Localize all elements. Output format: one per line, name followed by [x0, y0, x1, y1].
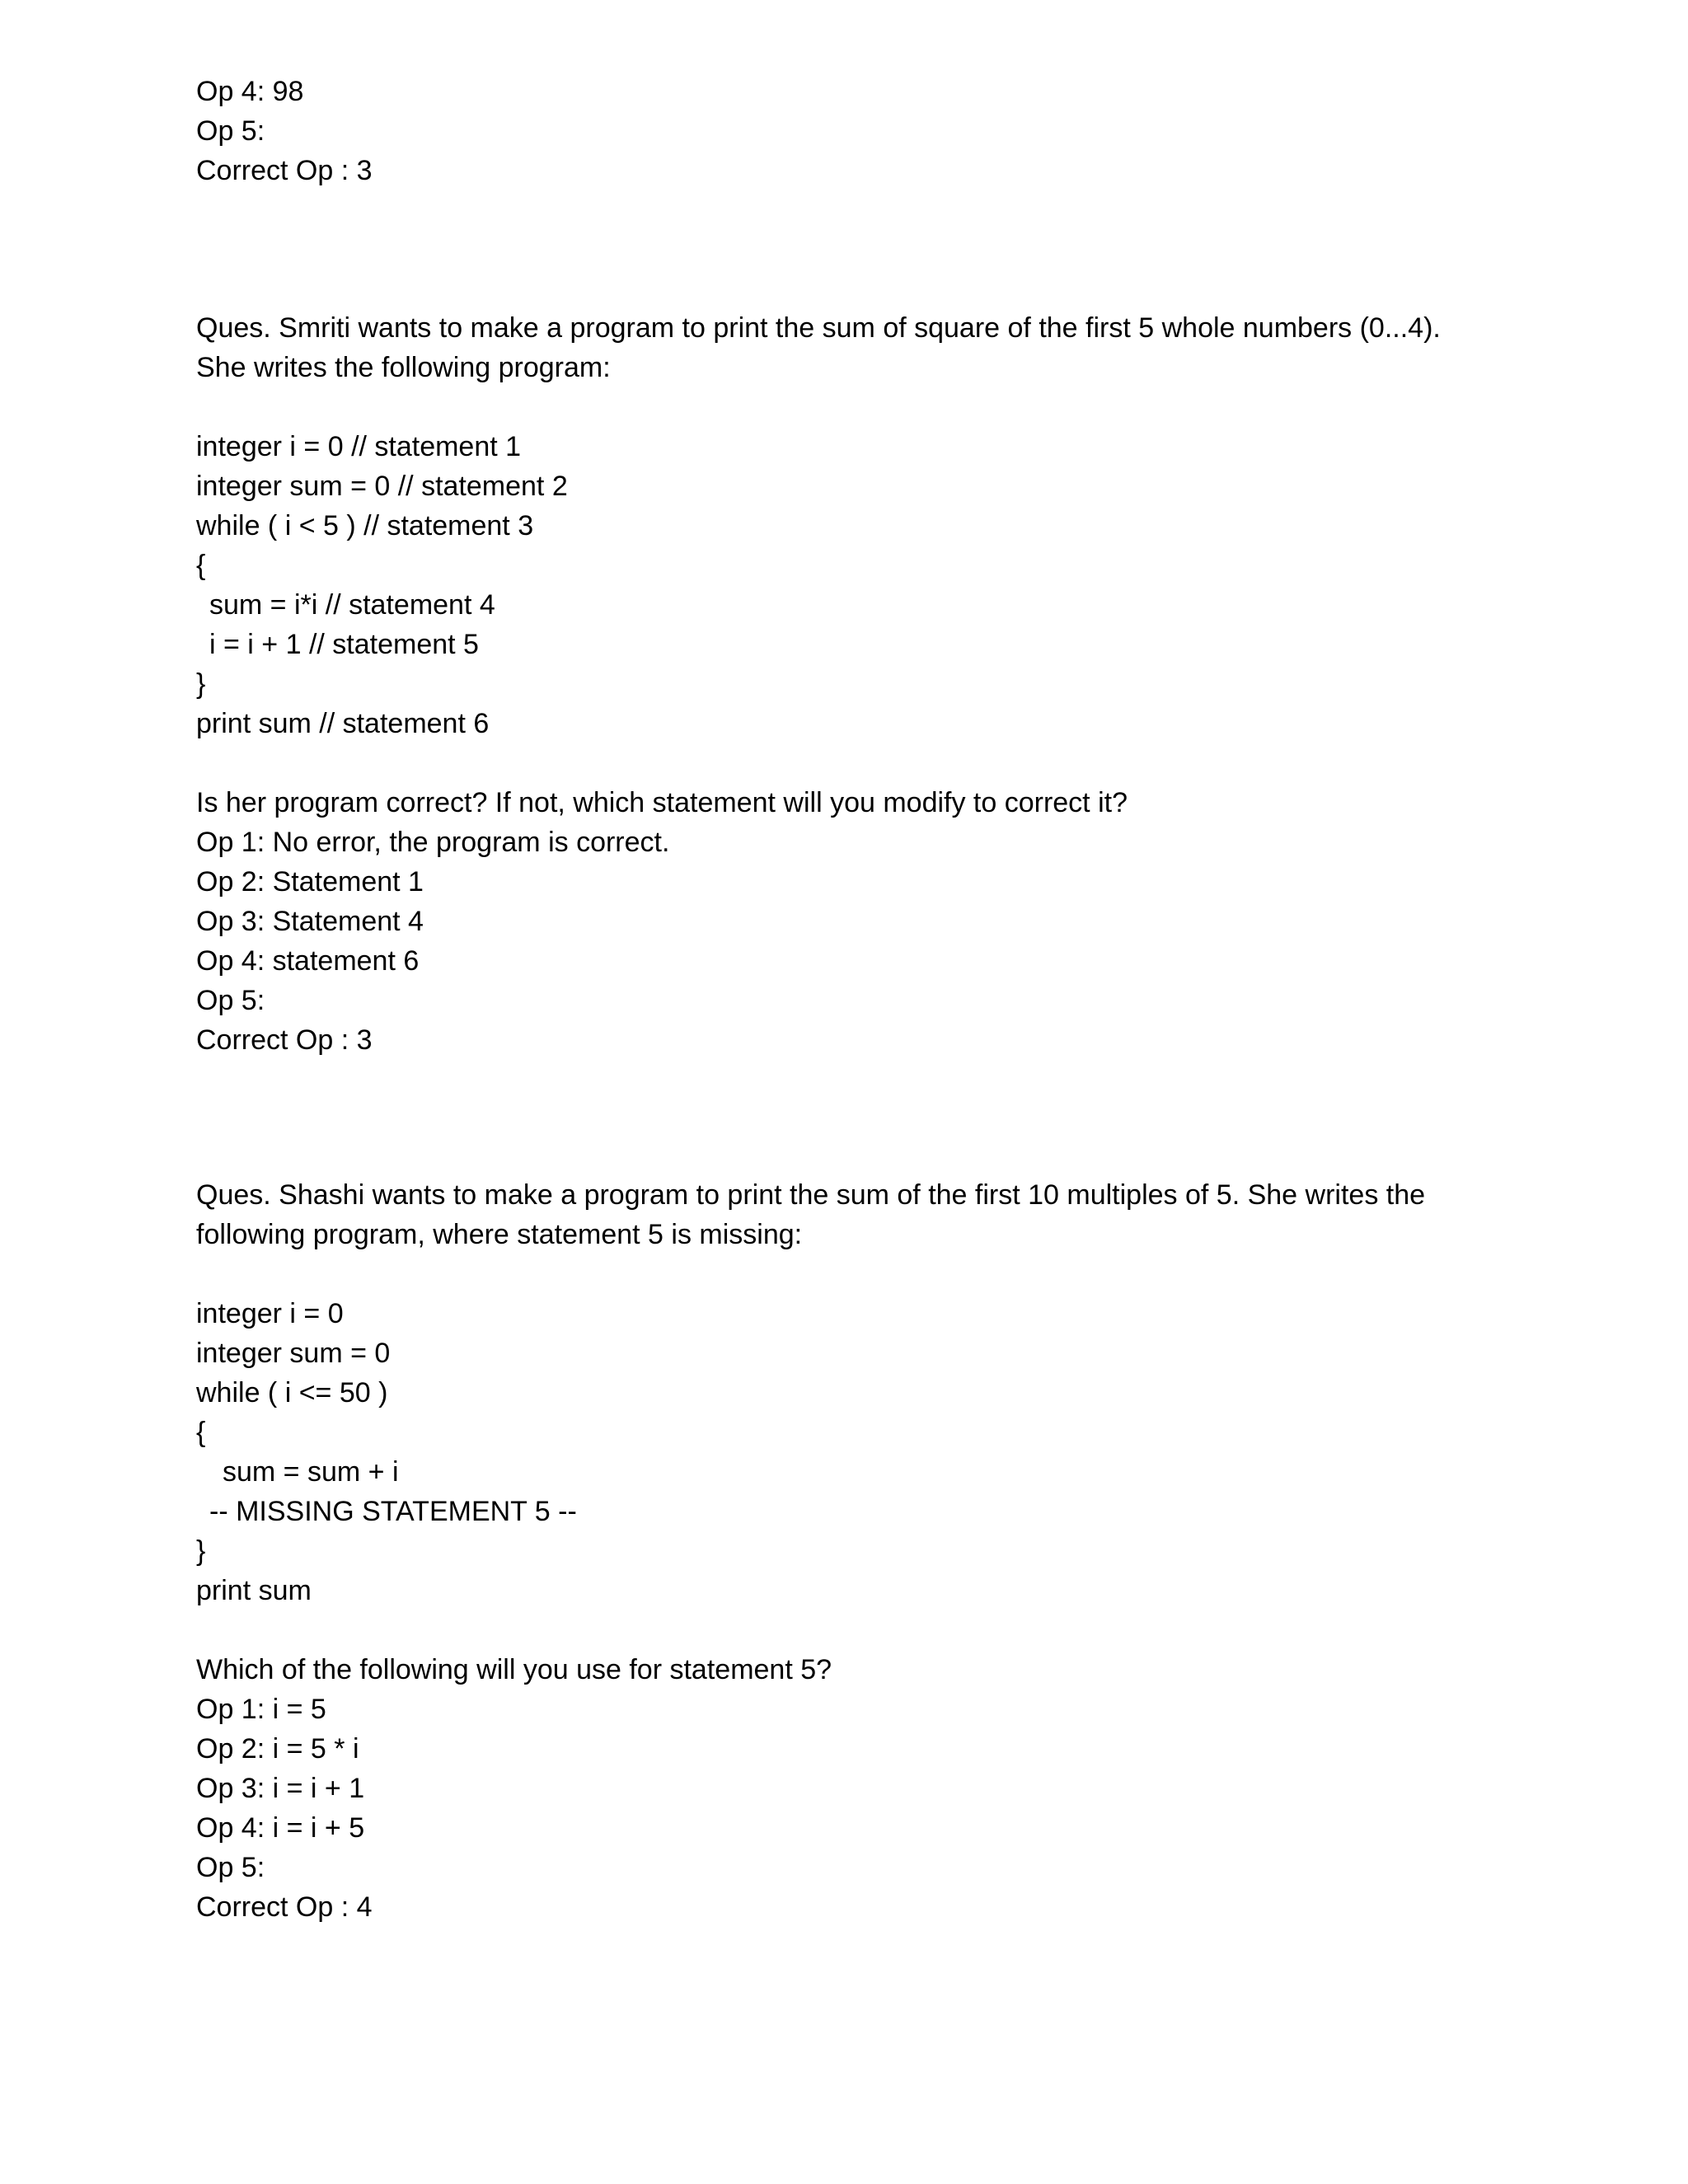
q2-code-line: sum = sum + i	[223, 1456, 399, 1488]
q1-prompt-line-1: Ques. Smriti wants to make a program to print the sum of square of the first 5 whole numbers (0...4).	[196, 312, 1441, 344]
q1-prompt-line-2: She writes the following program:	[196, 352, 611, 383]
q2-code-line: integer sum = 0	[196, 1338, 391, 1369]
q1-code-line: }	[196, 668, 206, 700]
q1-option-4: Op 4: statement 6	[196, 945, 420, 977]
q2-option-5: Op 5:	[196, 1852, 265, 1883]
q2-ask: Which of the following will you use for statement 5?	[196, 1654, 832, 1685]
q2-option-4: Op 4: i = i + 5	[196, 1812, 365, 1844]
q1-ask: Is her program correct? If not, which statement will you modify to correct it?	[196, 787, 1128, 818]
q1-option-1: Op 1: No error, the program is correct.	[196, 827, 670, 858]
q2-correct-answer: Correct Op : 4	[196, 1891, 373, 1923]
q1-code-line: print sum // statement 6	[196, 708, 490, 739]
q2-code-line: integer i = 0	[196, 1298, 344, 1329]
prev-correct-answer: Correct Op : 3	[196, 155, 373, 186]
q2-code-line: {	[196, 1417, 206, 1448]
prev-option-5: Op 5:	[196, 115, 265, 147]
q1-option-2: Op 2: Statement 1	[196, 866, 424, 898]
q1-correct-answer: Correct Op : 3	[196, 1024, 373, 1056]
q1-option-5: Op 5:	[196, 985, 265, 1016]
q1-option-3: Op 3: Statement 4	[196, 906, 424, 937]
q1-code-line: integer sum = 0 // statement 2	[196, 471, 568, 502]
q2-option-3: Op 3: i = i + 1	[196, 1773, 365, 1804]
q2-prompt-line-1: Ques. Shashi wants to make a program to print the sum of the first 10 multiples of 5. She writes the	[196, 1179, 1426, 1211]
q1-code-line: while ( i < 5 ) // statement 3	[196, 510, 534, 541]
q2-code-line: while ( i <= 50 )	[196, 1377, 388, 1408]
q1-code-line: i = i + 1 // statement 5	[209, 629, 479, 660]
q1-code-line: sum = i*i // statement 4	[209, 589, 495, 621]
q2-prompt-line-2: following program, where statement 5 is missing:	[196, 1219, 803, 1250]
q2-code-line: print sum	[196, 1575, 312, 1606]
q2-code-line-missing: -- MISSING STATEMENT 5 --	[209, 1496, 577, 1527]
q2-code-line: }	[196, 1535, 206, 1567]
prev-option-4: Op 4: 98	[196, 76, 304, 107]
q2-option-2: Op 2: i = 5 * i	[196, 1733, 359, 1765]
q1-code-line: {	[196, 550, 206, 581]
q1-code-line: integer i = 0 // statement 1	[196, 431, 522, 462]
q2-option-1: Op 1: i = 5	[196, 1694, 326, 1725]
